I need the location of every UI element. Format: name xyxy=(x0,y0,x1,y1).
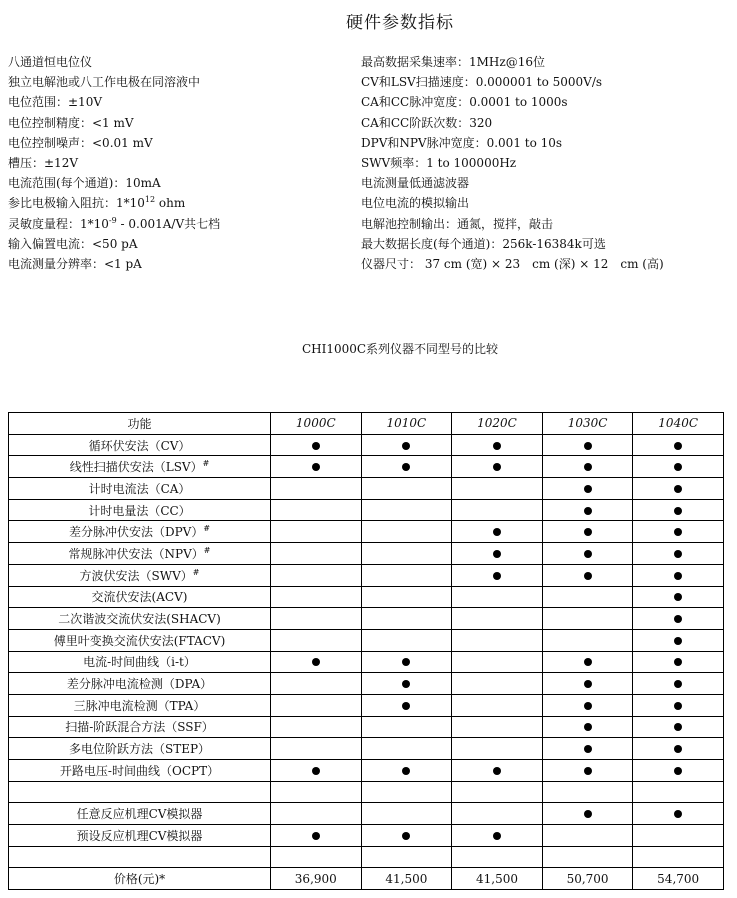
function-name-cell xyxy=(9,608,271,630)
supported-dot-icon xyxy=(493,528,501,536)
spec-line xyxy=(361,173,737,193)
function-name-cell xyxy=(9,564,271,586)
function-name: 扫描-阶跃混合方法（SSF） xyxy=(65,720,214,735)
support-cell-1010C xyxy=(361,543,452,565)
support-cell-1030C xyxy=(542,673,633,695)
spec-line xyxy=(8,92,353,112)
function-name-cell xyxy=(9,434,271,456)
support-cell-1030C xyxy=(542,586,633,608)
spec-text: 电流测量低通滤波器 xyxy=(361,176,470,191)
support-cell-1000C xyxy=(271,716,362,738)
function-name-cell xyxy=(9,760,271,782)
supported-dot-icon xyxy=(674,572,682,580)
support-cell-1010C xyxy=(361,434,452,456)
spec-line xyxy=(361,214,737,234)
price-cell-1020C: 41,500 xyxy=(452,868,543,890)
function-name-cell xyxy=(9,803,271,825)
support-cell-1040C xyxy=(633,760,724,782)
supported-dot-icon xyxy=(584,528,592,536)
spec-text: 电流测量分辨率：<1 pA xyxy=(8,256,142,271)
supported-dot-icon xyxy=(584,485,592,493)
function-name-cell xyxy=(9,825,271,847)
function-name: 计时电量法（CC） xyxy=(88,503,191,518)
spec-superscript: -9 xyxy=(108,215,117,225)
spec-line xyxy=(8,133,353,153)
supported-dot-icon xyxy=(584,723,592,731)
spec-line xyxy=(8,214,353,234)
support-cell-1010C xyxy=(361,478,452,500)
support-cell-1040C xyxy=(633,803,724,825)
support-cell-1000C xyxy=(271,521,362,543)
table-row xyxy=(9,456,724,478)
support-cell-1020C xyxy=(452,825,543,847)
function-name-cell xyxy=(9,499,271,521)
support-cell-1020C xyxy=(452,673,543,695)
support-cell-1010C xyxy=(361,846,452,868)
spec-line xyxy=(361,234,737,254)
support-cell-1040C xyxy=(633,694,724,716)
price-cell-1030C: 50,700 xyxy=(542,868,633,890)
support-cell-1000C xyxy=(271,586,362,608)
spec-text: 电位范围：±10V xyxy=(8,95,102,110)
function-name-cell xyxy=(9,586,271,608)
support-cell-1020C xyxy=(452,564,543,586)
support-cell-1040C xyxy=(633,564,724,586)
function-name-cell xyxy=(9,521,271,543)
supported-dot-icon xyxy=(493,572,501,580)
support-cell-1030C xyxy=(542,629,633,651)
function-name-cell xyxy=(9,846,271,868)
specs-right-column xyxy=(361,52,737,274)
support-cell-1030C xyxy=(542,456,633,478)
support-cell-1020C xyxy=(452,434,543,456)
support-cell-1000C xyxy=(271,434,362,456)
supported-dot-icon xyxy=(674,680,682,688)
support-cell-1040C xyxy=(633,478,724,500)
supported-dot-icon xyxy=(584,442,592,450)
supported-dot-icon xyxy=(674,658,682,666)
support-cell-1010C xyxy=(361,825,452,847)
support-cell-1000C xyxy=(271,651,362,673)
support-cell-1000C xyxy=(271,781,362,803)
table-row xyxy=(9,586,724,608)
supported-dot-icon xyxy=(674,463,682,471)
function-name-cell xyxy=(9,651,271,673)
supported-dot-icon xyxy=(674,767,682,775)
spec-line xyxy=(361,153,737,173)
support-cell-1020C xyxy=(452,499,543,521)
supported-dot-icon xyxy=(584,745,592,753)
supported-dot-icon xyxy=(674,615,682,623)
support-cell-1020C xyxy=(452,521,543,543)
support-cell-1020C xyxy=(452,716,543,738)
support-cell-1030C xyxy=(542,608,633,630)
supported-dot-icon xyxy=(674,507,682,515)
spec-text: CA和CC脉冲宽度：0.0001 to 1000s xyxy=(361,95,568,110)
support-cell-1000C xyxy=(271,673,362,695)
table-row xyxy=(9,521,724,543)
support-cell-1030C xyxy=(542,543,633,565)
table-row xyxy=(9,673,724,695)
supported-dot-icon xyxy=(674,810,682,818)
supported-dot-icon xyxy=(584,810,592,818)
spec-text: 电位控制精度：<1 mV xyxy=(8,115,134,130)
support-cell-1020C xyxy=(452,781,543,803)
function-name: 方波伏安法（SWV） xyxy=(79,568,193,583)
support-cell-1000C xyxy=(271,738,362,760)
spec-line xyxy=(8,234,353,254)
support-cell-1010C xyxy=(361,803,452,825)
page-title: 硬件参数指标 xyxy=(346,13,454,33)
supported-dot-icon xyxy=(674,702,682,710)
spec-text: 输入偏置电流：<50 pA xyxy=(8,236,138,251)
support-cell-1020C xyxy=(452,586,543,608)
support-cell-1010C xyxy=(361,456,452,478)
supported-dot-icon xyxy=(493,550,501,558)
support-cell-1000C xyxy=(271,760,362,782)
supported-dot-icon xyxy=(584,767,592,775)
support-cell-1040C xyxy=(633,499,724,521)
support-cell-1030C xyxy=(542,781,633,803)
supported-dot-icon xyxy=(402,658,410,666)
spec-line xyxy=(361,113,737,133)
header-model-1010C: 1010C xyxy=(361,413,452,435)
spec-text: 最高数据采集速率：1MHz@16位 xyxy=(361,55,545,69)
support-cell-1000C xyxy=(271,694,362,716)
spec-superscript: 12 xyxy=(144,195,156,205)
header-model-1000C: 1000C xyxy=(271,413,362,435)
spec-line xyxy=(361,254,737,274)
supported-dot-icon xyxy=(584,572,592,580)
spec-text: 电位控制噪声：<0.01 mV xyxy=(8,135,153,150)
function-name: 二次谐波交流伏安法(SHACV) xyxy=(58,612,221,627)
supported-dot-icon xyxy=(493,832,501,840)
spec-line xyxy=(361,52,737,72)
function-name-cell xyxy=(9,738,271,760)
function-name-cell xyxy=(9,629,271,651)
supported-dot-icon xyxy=(402,767,410,775)
spec-line xyxy=(8,254,353,274)
support-cell-1010C xyxy=(361,651,452,673)
spec-line xyxy=(361,133,737,153)
support-cell-1040C xyxy=(633,456,724,478)
support-cell-1000C xyxy=(271,803,362,825)
support-cell-1040C xyxy=(633,846,724,868)
function-name: 差分脉冲伏安法（DPV） xyxy=(68,525,204,540)
spec-text: 八通道恒电位仪 xyxy=(8,55,93,69)
function-name: 计时电流法（CA） xyxy=(88,481,191,496)
table-row xyxy=(9,760,724,782)
supported-dot-icon xyxy=(584,550,592,558)
table-row xyxy=(9,803,724,825)
supported-dot-icon xyxy=(584,702,592,710)
support-cell-1010C xyxy=(361,781,452,803)
function-name: 多电位阶跃方法（STEP） xyxy=(68,742,211,757)
support-cell-1000C xyxy=(271,629,362,651)
supported-dot-icon xyxy=(584,507,592,515)
support-cell-1020C xyxy=(452,694,543,716)
price-cell-1040C: 54,700 xyxy=(633,868,724,890)
function-note-mark: # xyxy=(203,545,211,555)
header-model-1040C: 1040C xyxy=(633,413,724,435)
support-cell-1030C xyxy=(542,825,633,847)
supported-dot-icon xyxy=(584,463,592,471)
spec-text: 独立电解池或八工作电极在同溶液中 xyxy=(8,75,201,90)
function-name-cell xyxy=(9,694,271,716)
spec-line xyxy=(361,92,737,112)
supported-dot-icon xyxy=(584,680,592,688)
function-note-mark: # xyxy=(192,567,200,577)
spec-text: 仪器尺寸： 37 cm (宽) × 23 cm (深) × 12 cm (高) xyxy=(361,256,664,271)
supported-dot-icon xyxy=(674,637,682,645)
table-row xyxy=(9,651,724,673)
function-name: 电流-时间曲线（i-t） xyxy=(83,655,196,670)
supported-dot-icon xyxy=(402,680,410,688)
spec-line xyxy=(8,153,353,173)
spec-text: CV和LSV扫描速度：0.000001 to 5000V/s xyxy=(361,75,603,90)
support-cell-1030C xyxy=(542,478,633,500)
table-row xyxy=(9,716,724,738)
function-name: 交流伏安法(ACV) xyxy=(91,590,188,605)
supported-dot-icon xyxy=(584,658,592,666)
function-name-cell xyxy=(9,456,271,478)
support-cell-1030C xyxy=(542,434,633,456)
header-function: 功能 xyxy=(9,413,271,435)
support-cell-1030C xyxy=(542,564,633,586)
spec-line xyxy=(361,72,737,92)
support-cell-1010C xyxy=(361,716,452,738)
support-cell-1020C xyxy=(452,651,543,673)
support-cell-1030C xyxy=(542,651,633,673)
table-row xyxy=(9,608,724,630)
table-row xyxy=(9,543,724,565)
support-cell-1000C xyxy=(271,846,362,868)
header-model-1030C: 1030C xyxy=(542,413,633,435)
supported-dot-icon xyxy=(312,463,320,471)
supported-dot-icon xyxy=(493,463,501,471)
spec-line xyxy=(8,173,353,193)
spec-text: 电流范围(每个通道)：10mA xyxy=(8,176,161,191)
support-cell-1020C xyxy=(452,760,543,782)
function-name: 任意反应机理CV模拟器 xyxy=(76,807,203,822)
spec-text: 最大数据长度(每个通道)：256k-16384k可选 xyxy=(361,236,606,251)
support-cell-1010C xyxy=(361,738,452,760)
support-cell-1030C xyxy=(542,716,633,738)
supported-dot-icon xyxy=(493,442,501,450)
price-cell-1000C: 36,900 xyxy=(271,868,362,890)
supported-dot-icon xyxy=(674,442,682,450)
spec-text: 电位电流的模拟输出 xyxy=(361,196,470,211)
support-cell-1040C xyxy=(633,825,724,847)
supported-dot-icon xyxy=(674,550,682,558)
function-name-cell xyxy=(9,716,271,738)
support-cell-1000C xyxy=(271,543,362,565)
support-cell-1000C xyxy=(271,564,362,586)
support-cell-1020C xyxy=(452,543,543,565)
support-cell-1010C xyxy=(361,673,452,695)
supported-dot-icon xyxy=(312,767,320,775)
support-cell-1040C xyxy=(633,434,724,456)
support-cell-1040C xyxy=(633,543,724,565)
spec-text: SWV频率：1 to 100000Hz xyxy=(361,155,517,170)
support-cell-1040C xyxy=(633,716,724,738)
supported-dot-icon xyxy=(674,593,682,601)
supported-dot-icon xyxy=(674,485,682,493)
table-row xyxy=(9,694,724,716)
support-cell-1020C xyxy=(452,608,543,630)
support-cell-1030C xyxy=(542,760,633,782)
model-comparison-table xyxy=(8,412,724,890)
support-cell-1020C xyxy=(452,456,543,478)
spec-text-after: ohm xyxy=(155,196,186,211)
support-cell-1020C xyxy=(452,846,543,868)
function-note-mark: # xyxy=(202,459,210,469)
table-header-row xyxy=(9,413,724,435)
table-row xyxy=(9,846,724,868)
spec-line xyxy=(8,193,353,213)
spec-line xyxy=(8,72,353,92)
support-cell-1000C xyxy=(271,608,362,630)
supported-dot-icon xyxy=(312,658,320,666)
support-cell-1010C xyxy=(361,629,452,651)
support-cell-1010C xyxy=(361,608,452,630)
supported-dot-icon xyxy=(402,832,410,840)
support-cell-1020C xyxy=(452,803,543,825)
support-cell-1030C xyxy=(542,846,633,868)
support-cell-1040C xyxy=(633,781,724,803)
support-cell-1040C xyxy=(633,629,724,651)
support-cell-1000C xyxy=(271,825,362,847)
spec-text: CA和CC阶跃次数：320 xyxy=(361,115,493,130)
spec-text: 槽压：±12V xyxy=(8,155,78,170)
function-name-cell xyxy=(9,673,271,695)
support-cell-1010C xyxy=(361,694,452,716)
support-cell-1030C xyxy=(542,694,633,716)
support-cell-1030C xyxy=(542,499,633,521)
support-cell-1000C xyxy=(271,499,362,521)
support-cell-1010C xyxy=(361,499,452,521)
support-cell-1020C xyxy=(452,738,543,760)
function-name: 预设反应机理CV模拟器 xyxy=(76,828,203,843)
support-cell-1020C xyxy=(452,629,543,651)
spec-line xyxy=(8,52,353,72)
table-row xyxy=(9,781,724,803)
table-row xyxy=(9,564,724,586)
table-row xyxy=(9,629,724,651)
supported-dot-icon xyxy=(674,528,682,536)
support-cell-1010C xyxy=(361,760,452,782)
supported-dot-icon xyxy=(674,723,682,731)
support-cell-1010C xyxy=(361,586,452,608)
function-name: 傅里叶变换交流伏安法(FTACV) xyxy=(53,633,226,648)
table-row xyxy=(9,738,724,760)
support-cell-1000C xyxy=(271,478,362,500)
support-cell-1040C xyxy=(633,673,724,695)
spec-line xyxy=(8,113,353,133)
function-name: 开路电压-时间曲线（OCPT） xyxy=(59,763,220,778)
spec-text: 电解池控制输出：通氮，搅拌，敲击 xyxy=(361,216,554,231)
support-cell-1040C xyxy=(633,738,724,760)
function-name: 线性扫描伏安法（LSV） xyxy=(69,460,203,475)
supported-dot-icon xyxy=(402,442,410,450)
supported-dot-icon xyxy=(402,463,410,471)
spec-text-after: - 0.001A/V共七档 xyxy=(116,216,221,231)
support-cell-1000C xyxy=(271,456,362,478)
function-name-cell xyxy=(9,781,271,803)
supported-dot-icon xyxy=(493,767,501,775)
table-row xyxy=(9,478,724,500)
table-row xyxy=(9,499,724,521)
table-row xyxy=(9,825,724,847)
table-row xyxy=(9,434,724,456)
spec-text: 灵敏度量程：1*10 xyxy=(8,216,109,231)
header-model-1020C: 1020C xyxy=(452,413,543,435)
function-name-cell xyxy=(9,543,271,565)
price-label: 价格(元)* xyxy=(9,868,271,890)
price-row xyxy=(9,868,724,890)
support-cell-1040C xyxy=(633,651,724,673)
support-cell-1030C xyxy=(542,803,633,825)
function-name: 差分脉冲电流检测（DPA） xyxy=(66,677,213,692)
support-cell-1010C xyxy=(361,521,452,543)
function-name: 三脉冲电流检测（TPA） xyxy=(73,698,206,713)
support-cell-1010C xyxy=(361,564,452,586)
supported-dot-icon xyxy=(674,745,682,753)
table-title: CHI1000C系列仪器不同型号的比较 xyxy=(301,342,499,356)
support-cell-1030C xyxy=(542,521,633,543)
support-cell-1020C xyxy=(452,478,543,500)
support-cell-1040C xyxy=(633,586,724,608)
supported-dot-icon xyxy=(312,442,320,450)
specs-left-column xyxy=(8,52,353,274)
spec-text: DPV和NPV脉冲宽度：0.001 to 10s xyxy=(361,135,563,150)
function-name: 常规脉冲伏安法（NPV） xyxy=(68,546,204,561)
spec-line xyxy=(361,193,737,213)
price-cell-1010C: 41,500 xyxy=(361,868,452,890)
support-cell-1040C xyxy=(633,608,724,630)
support-cell-1040C xyxy=(633,521,724,543)
function-note-mark: # xyxy=(203,524,211,534)
supported-dot-icon xyxy=(312,832,320,840)
supported-dot-icon xyxy=(402,702,410,710)
support-cell-1030C xyxy=(542,738,633,760)
function-name-cell xyxy=(9,478,271,500)
function-name: 循环伏安法（CV） xyxy=(88,438,191,453)
spec-text: 参比电极输入阻抗：1*10 xyxy=(8,196,145,211)
